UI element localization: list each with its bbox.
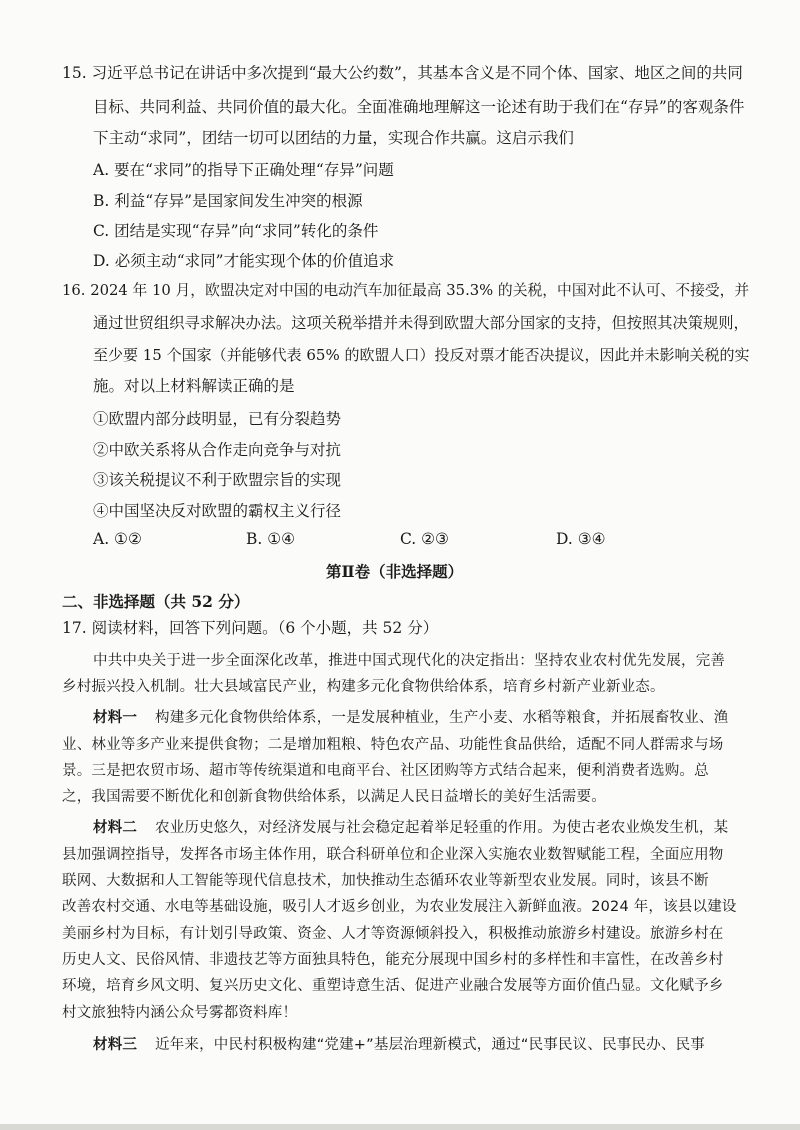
material-2-line-3: 联网、大数据和人工智能等现代信息技术，加快推动生态循环农业等新型农业发展。同时，该县不断 [62, 873, 709, 889]
page-bottom-edge [0, 1124, 800, 1130]
material-2-line-4: 改善农村交通、水电等基础设施，吸引人才返乡创业，为农业发展注入新鲜血液。2024 年，该县以建设 [62, 899, 737, 915]
q15-stem-line-3: 下主动“求同”，团结一切可以团结的力量，实现合作共赢。这启示我们 [93, 129, 574, 147]
q16-stem-line-4: 施。对以上材料解读正确的是 [93, 377, 295, 395]
material-1-line-1: 构建多元化食物供给体系，一是发展种植业，生产小麦、水稻等粮食，并拓展畜牧业、渔 [155, 710, 729, 726]
material-1-line-3: 景。三是把农贸市场、超市等传统渠道和电商平台、社区团购等方式结合起来，便利消费者选购。总 [62, 763, 709, 779]
material-2-line-5: 美丽乡村为目标，有计划引导政策、资金、人才等资源倾斜投入，积极推动旅游乡村建设。旅游乡村在 [62, 926, 724, 942]
material-2-line-1: 农业历史悠久，对经济发展与社会稳定起着举足轻重的作用。为使古老农业焕发生机，某 [155, 820, 729, 836]
q15-option-b: B. 利益“存异”是国家间发生冲突的根源 [93, 192, 363, 210]
part-2-title: 第Ⅱ卷（非选择题） [326, 562, 464, 581]
material-1-label: 材料一 [93, 710, 138, 726]
q15-option-c: C. 团结是实现“存异”向“求同”转化的条件 [93, 222, 379, 240]
q15-option-d: D. 必须主动“求同”才能实现个体的价值追求 [93, 252, 395, 270]
q16-stem-line-1: 16. 2024 年 10 月，欧盟决定对中国的电动汽车加征最高 35.3% 的关税，中国对此不认可、不接受，并 [62, 282, 750, 299]
material-2-label: 材料二 [93, 820, 138, 836]
q16-statement-4: ④中国坚决反对欧盟的霸权主义行径 [93, 502, 342, 520]
material-2-line-7: 环境，培育乡风文明、复兴历史文化、重塑诗意生活、促进产业融合发展等方面价值凸显。文化赋予乡 [62, 978, 724, 994]
material-2-line-2: 县加强调控指导，发挥各市场主体作用，联合科研单位和企业深入实施农业数智赋能工程，全面应用物 [62, 847, 724, 863]
q17-stem: 17. 阅读材料，回答下列问题。（6 个小题，共 52 分） [62, 619, 439, 637]
q16-statement-1: ①欧盟内部分歧明显，已有分裂趋势 [93, 410, 342, 428]
material-2-line-6: 历史人文、民俗风情、非遗技艺等方面独具特色，能充分展现中国乡村的多样性和丰富性，在改善乡村 [62, 952, 724, 968]
intro-line-1: 中共中央关于进一步全面深化改革，推进中国式现代化的决定指出：坚持农业农村优先发展，完善 [93, 653, 726, 669]
material-3-label: 材料三 [93, 1037, 138, 1053]
q16-choice-b: B. ①④ [246, 530, 296, 548]
q15-stem-line-1: 15. 习近平总书记在讲话中多次提到“最大公约数”，其基本含义是不同个体、国家、地区之间的共同 [62, 64, 743, 82]
q15-option-a: A. 要在“求同”的指导下正确处理“存异”问题 [93, 161, 394, 179]
q16-choice-a: A. ①② [93, 530, 142, 548]
q16-stem-line-3: 至少要 15 个国家（并能够代表 65% 的欧盟人口）投反对票才能否决提议，因此并未影响关税的实 [93, 346, 750, 364]
q16-statement-2: ②中欧关系将从合作走向竞争与对抗 [93, 441, 342, 459]
q16-choice-d: D. ③④ [556, 530, 606, 548]
q16-stem-line-2: 通过世贸组织寻求解决办法。这项关税举措并未得到欧盟大部分国家的支持，但按照其决策规则， [93, 314, 749, 332]
material-3-line-1: 近年来，中民村积极构建“党建+”基层治理新模式，通过“民事民议、民事民办、民事 [155, 1037, 705, 1053]
section-heading: 二、非选择题（共 52 分） [62, 592, 250, 611]
intro-line-2: 乡村振兴投入机制。壮大县域富民产业，构建多元化食物供给体系，培育乡村新产业新业态。 [62, 679, 665, 695]
q16-statement-3: ③该关税提议不利于欧盟宗旨的实现 [93, 471, 342, 489]
q16-choice-c: C. ②③ [400, 530, 449, 548]
material-2-line-8: 村文旅独特内涵公众号雾都资料库！ [62, 1005, 298, 1021]
q15-stem-line-2: 目标、共同利益、共同价值的最大化。全面准确地理解这一论述有助于我们在“存异”的客观条件 [93, 98, 745, 116]
material-1-line-4: 之，我国需要不断优化和创新食物供给体系，以满足人民日益增长的美好生活需要。 [62, 789, 606, 805]
material-1-line-2: 业、林业等多产业来提供食物；二是增加粗粮、特色农产品、功能性食品供给，适配不同人群需求与场 [62, 737, 724, 753]
